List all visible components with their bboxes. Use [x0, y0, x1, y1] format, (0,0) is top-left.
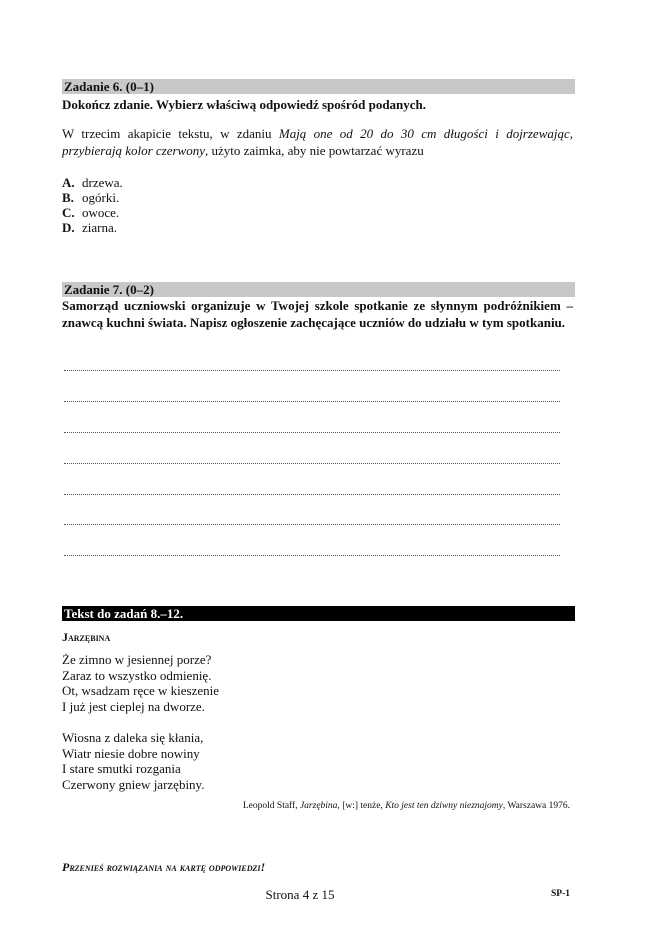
citation-text: [w:] tenże, — [339, 801, 386, 811]
poem-line: I stare smutki rozgania — [62, 761, 181, 776]
option-b[interactable] — [62, 190, 573, 205]
option-c[interactable] — [62, 205, 573, 220]
citation-text: , Warszawa 1976. — [502, 801, 570, 811]
option-text: ziarna. — [82, 220, 118, 235]
option-letter: B. — [62, 190, 74, 205]
poem-citation — [62, 801, 570, 811]
option-text: ogórki. — [82, 190, 120, 205]
poem-line: Że zimno w jesiennej porze? — [62, 652, 212, 667]
question-quote: Mają one od 20 do 30 cm długości i dojrzewając, przybierają kolor czerwony — [62, 126, 573, 158]
poem-title: Jarzębina — [62, 630, 111, 644]
option-letter: D. — [62, 220, 75, 235]
answer-line[interactable] — [64, 494, 560, 495]
option-text: drzewa. — [82, 175, 123, 190]
question-text: W trzecim akapicie tekstu, w zdaniu — [62, 126, 279, 141]
text-section-header: Tekst do zadań 8.–12. — [62, 606, 575, 621]
poem-stanza-2 — [62, 730, 573, 792]
task6-question — [62, 125, 573, 159]
page-number: Strona 4 z 15 — [265, 887, 335, 902]
task6-instruction: Dokończ zdanie. Wybierz właściwą odpowiedź spośród podanych. — [62, 97, 427, 112]
poem-stanza-1 — [62, 652, 573, 714]
answer-line[interactable] — [64, 524, 560, 525]
answer-line[interactable] — [64, 432, 560, 433]
option-a[interactable] — [62, 175, 573, 190]
task7-header: Zadanie 7. (0–2) — [62, 282, 575, 297]
option-d[interactable] — [62, 220, 573, 235]
citation-author: Leopold Staff, — [242, 801, 300, 811]
citation-book: Kto jest ten dziwny nieznajomy — [385, 801, 503, 811]
answer-line[interactable] — [64, 555, 560, 556]
answer-line[interactable] — [64, 370, 560, 371]
poem-line: Wiosna z daleka się kłania, — [62, 730, 204, 745]
task6-options — [62, 175, 573, 235]
option-letter: A. — [62, 175, 75, 190]
poem-line: I już jest cieplej na dworze. — [62, 698, 205, 714]
exam-code: SP-1 — [551, 889, 570, 899]
answer-line[interactable] — [64, 401, 560, 402]
task7-instruction: Samorząd uczniowski organizuje w Twojej szkole spotkanie ze słynnym podróżnikiem – znawcą kuchni świata. Napisz ogłoszenie zachęcające uczniów do udziału w tym spotkaniu. — [62, 298, 573, 330]
option-text: owoce. — [82, 205, 120, 220]
option-letter: C. — [62, 205, 75, 220]
poem-line: Ot, wsadzam ręce w kieszenie — [62, 683, 220, 698]
question-text-end: , użyto zaimka, aby nie powtarzać wyrazu — [204, 143, 424, 158]
answer-line[interactable] — [64, 463, 560, 464]
poem-line: Wiatr niesie dobre nowiny — [62, 745, 200, 761]
citation-title: Jarzębina, — [299, 801, 340, 811]
task6-header: Zadanie 6. (0–1) — [62, 79, 575, 94]
poem-line: Czerwony gniew jarzębiny. — [62, 776, 205, 792]
footer-notice: Przenieś rozwiązania na kartę odpowiedzi! — [62, 860, 266, 874]
poem-line: Zaraz to wszystko odmienię. — [62, 667, 212, 683]
